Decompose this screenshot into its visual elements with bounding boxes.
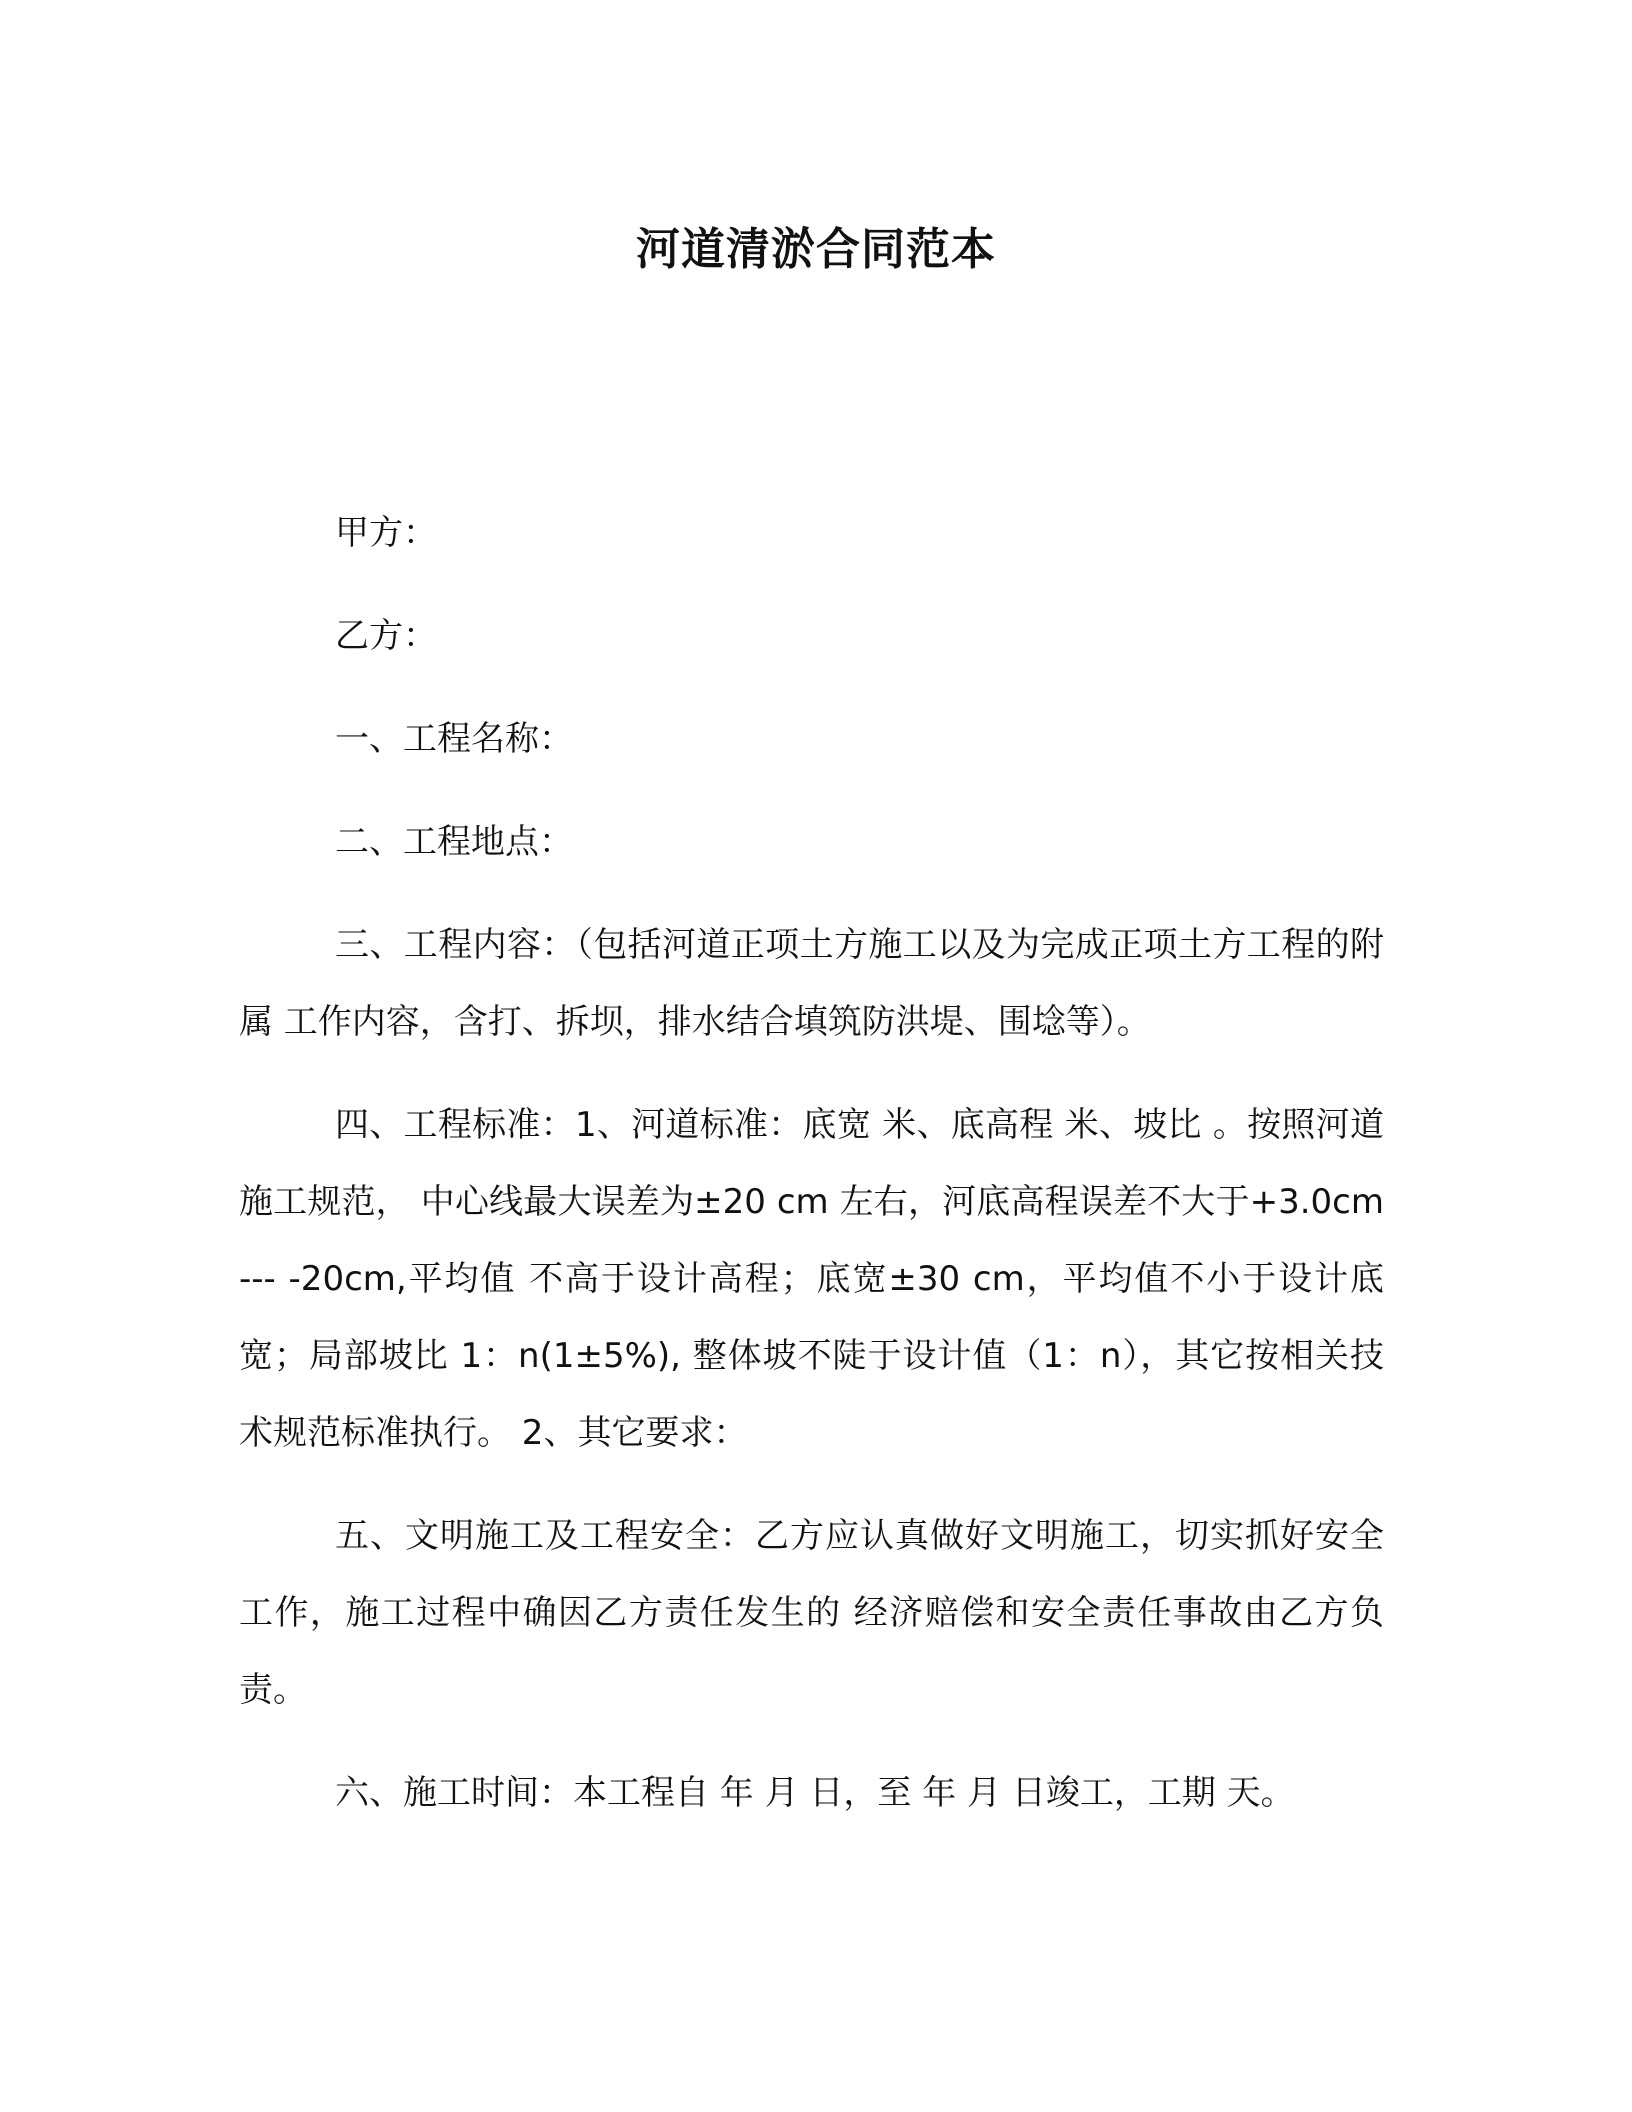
schedule-paragraph: 六、施工时间：本工程自 年 月 日，至 年 月 日竣工，工期 天。 xyxy=(335,1773,1295,1813)
safety-paragraph: 五、文明施工及工程安全：乙方应认真做好文明施工，切实抓好安全工作，施工过程中确因乙方责任发生的 经济赔偿和安全责任事故由乙方负责。 xyxy=(239,1516,1384,1710)
document-title: 河道清淤合同范本 xyxy=(636,224,996,275)
project-name-line: 一、工程名称： xyxy=(335,719,573,759)
party-b-line: 乙方： xyxy=(335,616,437,656)
project-content-paragraph: 三、工程内容：（包括河道正项土方施工以及为完成正项土方工程的附属 工作内容，含打、拆坝，排水结合填筑防洪堤、围埝等）。 xyxy=(239,925,1384,1042)
project-location-line: 二、工程地点： xyxy=(335,822,573,862)
document-body xyxy=(239,495,1384,1858)
project-standard-paragraph: 四、工程标准：1、河道标准：底宽 米、底高程 米、坡比 。按照河道施工规范， 中心线最大误差为±20 cm 左右，河底高程误差不大于+3.0cm--- -20cm,平均值 不高于设计高程；底宽±30 cm，平均值不小于设计底宽；局部坡比 1：n(1±5%), 整体坡不陡于设计值（1：n），其它按相关技术规范标准执行。 2、其它要求： xyxy=(239,1105,1384,1453)
party-a-line: 甲方： xyxy=(335,513,437,553)
